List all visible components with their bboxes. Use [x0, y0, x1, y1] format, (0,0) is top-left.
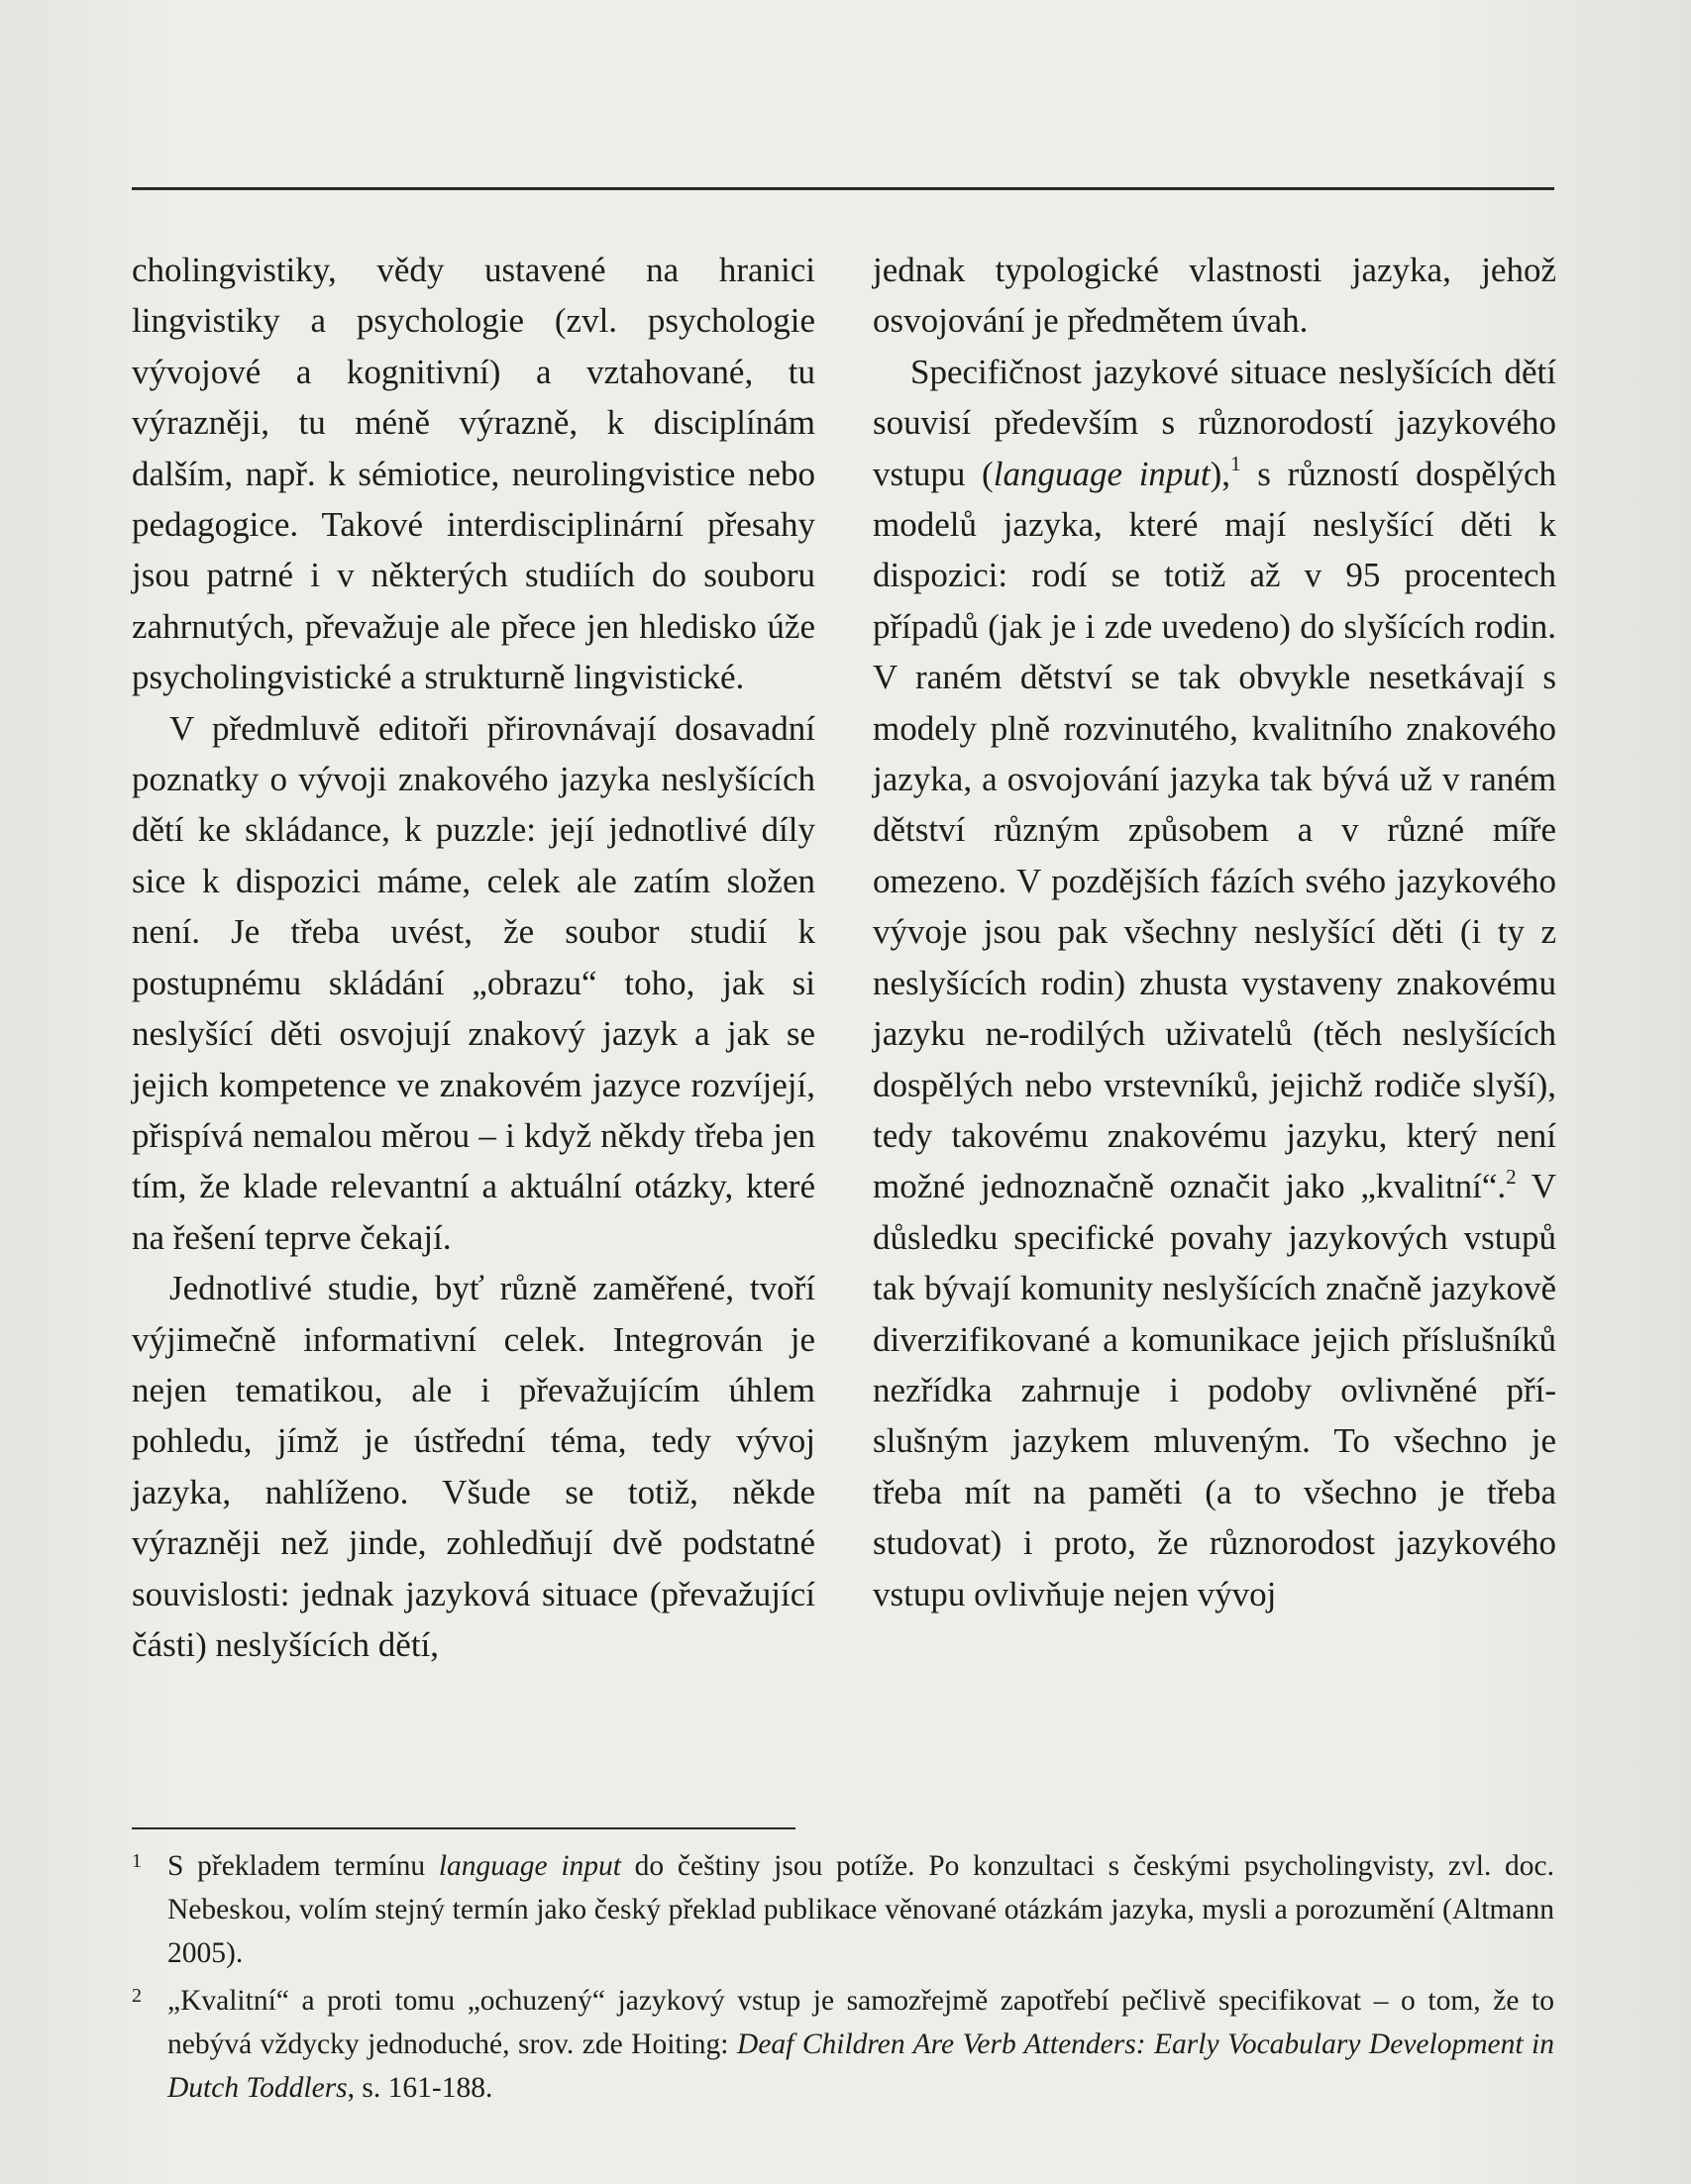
footnote-2-text-a: „Kvalitní“ a proti tomu „ochuzený“ jazykový vstup je samozřejmě zapotřebí pečlivě specifikovat – o tom, že to nebývá vždycky jednoduché, srov. zde Hoiting: — [167, 1985, 1554, 2060]
footnote-1 — [132, 1844, 1554, 1975]
footnote-rule — [132, 1827, 795, 1829]
footnote-number: 2 — [132, 1985, 142, 2007]
left-paragraph-2: V předmluvě editoři přirovnávají dosavadní poznatky o vývoji znakového jazyka neslyšících dětí ke skládance, k puzzle: její jednotlivé díly sice k dispozici máme, celek ale zatím složen není. Je třeba uvést, že soubor studií k postupnému skládání „obrazu“ toho, jak si neslyšící děti osvojují znakový jazyk a jak se jejich kompetence ve znakovém jazyce rozvíjejí, přispívá nemalou měrou – i když někdy třeba jen tím, že klade relevantní a aktuální otázky, které na řešení teprve čekají. — [132, 708, 815, 1257]
left-paragraph-3: Jednotlivé studie, byť různě zaměřené, tvoří výjimečně informativní celek. Integrován je nejen tematikou, ale i převažujícím úhlem pohledu, jímž je ústřední téma, tedy vývoj jazyka, nahlíženo. Všude se totiž, někde výrazněji než jinde, zohledňují dvě podstatné souvislosti: jednak jazyková situace (převažující části) neslyšících dětí, — [132, 1269, 815, 1664]
footnote-ref-1[interactable]: 1 — [1230, 451, 1241, 475]
footnote-2 — [132, 1979, 1554, 2110]
footnote-number: 1 — [132, 1850, 142, 1872]
left-paragraph-1: cholingvistiky, vědy ustavené na hranici lingvistiky a psychologie (zvl. psychologie vývojové a kognitivní) a vztahované, tu výrazněji, tu méně výrazně, k disciplínám dalším, např. k sémiotice, neurolingvistice nebo pedagogice. Takové interdisciplinární přesahy jsou patrné i v některých studiích do souboru zahrnutých, převažuje ale přece jen hledisko úže psycholingvistické a strukturně lingvistické. — [132, 251, 815, 697]
header-rule — [132, 187, 1554, 190]
right-paragraph-2-text-b: ), — [1210, 454, 1231, 493]
right-paragraph-1: jednak typologické vlastnosti jazyka, jehož osvojování je předmětem úvah. — [873, 251, 1556, 341]
right-column — [873, 245, 1556, 1619]
right-paragraph-2-text-a: Specifičnost jazykové situace neslyšících dětí souvisí především s různorodostí jazykového vstupu ( — [873, 352, 1556, 493]
footnote-2-text-b: , s. 161-188. — [347, 2072, 493, 2104]
right-paragraph-2-text-c: s růzností dospělých modelů jazyka, které mají neslyšící děti k dispozici: rodí se totiž až v 95 procentech případů (jak je i zde uvedeno) do slyšících rodin. V raném dětství se tak obvykle nesetkávají s modely plně rozvinutého, kvalitního znakového jazyka, a osvojování jazyka tak bývá už v raném dětství různým způsobem a v různé míře omezeno. V pozdějších fázích svého jazykového vývoje jsou pak všechny neslyšící děti (i ty z neslyšících rodin) zhusta vystaveny znakovému jazyku ne-rodilých uživatelů (těch neslyšících dospělých nebo vrstevníků, jejichž rodiče slyší), tedy takovému znakovému jazyku, který není možné jednoznačně označit jako „kvalitní“. — [873, 454, 1557, 1206]
footnote-1-text-a: S překladem termínu — [167, 1850, 439, 1882]
footnote-ref-2[interactable]: 2 — [1506, 1164, 1517, 1189]
footnotes — [132, 1844, 1554, 2114]
term-language-input: language input — [993, 454, 1211, 493]
footnote-1-term: language input — [438, 1850, 621, 1882]
right-paragraph-2 — [873, 347, 1556, 1619]
right-paragraph-2-text-d: V důsledku specifické povahy jazykových vstupů tak bývají komunity neslyšících značně jazykově diverzifikované a komunikace jejich příslušníků nezřídka zahrnuje i podoby ovlivněné příslušným jazykem mluveným. To všechno je třeba mít na paměti (a to všechno je třeba studovat) i proto, že různorodost jazykového vstupu ovlivňuje nejen vývoj — [873, 1167, 1556, 1613]
footnote-1-text-b: do češtiny jsou potíže. Po konzultaci s českými psycholingvisty, zvl. doc. Nebeskou, volím stejný termín jako český překlad publikace věnované otázkám jazyka, mysli a porozumění (Altmann 2005). — [167, 1850, 1555, 1969]
left-column — [132, 245, 815, 1670]
footnote-2-cited-title: Deaf Children Are Verb Attenders: Early Vocabulary Development in Dutch Toddlers — [167, 2028, 1555, 2104]
